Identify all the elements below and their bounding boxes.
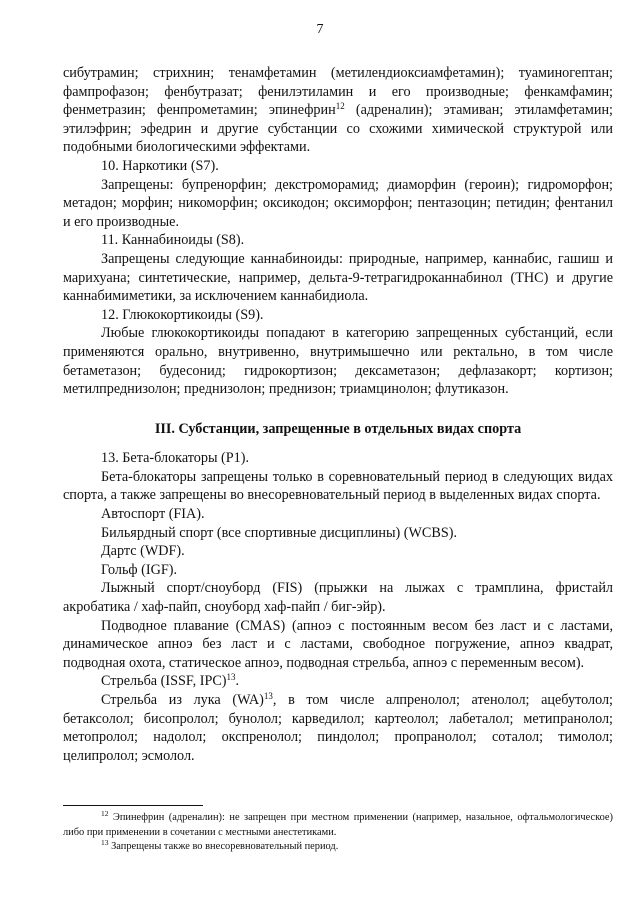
section-s9-title: 12. Глюкокортикоиды (S9). [101,306,264,323]
sport-item: Гольф (IGF). [101,561,178,578]
section-s7-text: Запрещены: бупренорфин; декстроморамид; диаморфин (героин); гидроморфон; метадон; морфин; никоморфин; оксикодон; оксиморфон; пентазоцин; петидин; фентанил и его производные. [63,176,613,230]
section-p1-title: 13. Бета-блокаторы (P1). [101,450,250,467]
footnote-text: Эпинефрин (адреналин): не запрещен при местном применении (например, назальное, офтальмологическое) либо при применении в сочетании с местными анестетиками. [63,812,613,838]
sport-text: Стрельба (ISSF, IPC) [101,673,227,690]
footnote-12 [63,811,613,840]
section-s8-text: Запрещены следующие каннабиноиды: природные, например, каннабис, гашиш и марихуана; синтетические, например, дельта-9-тетрагидроканнабинол (THC) и другие каннабимиметики, за исключением каннабидиола. [63,250,613,305]
footnote-ref-13[interactable]: 13 [226,672,236,683]
sport-text: . [235,673,240,690]
footnote-mark: 13 [101,838,109,847]
sport-item: Дартс (WDF). [101,543,185,560]
sport-item [63,691,613,765]
footnote-text: Запрещены также во внесоревновательный период. [108,841,339,852]
section-s7-title: 10. Наркотики (S7). [101,157,219,174]
sport-item: Лыжный спорт/сноуборд (FIS) (прыжки на лыжах с трамплина, фристайл акробатика / хаф-пайп, сноуборд хаф-пайп / биг-эйр). [63,580,613,616]
paragraph-text: сибутрамин; стрихнин; тенамфетамин (метилендиоксиамфетамин); туаминогептан; фампрофазон; фенбутразат; фенилэтиламин и его производные; фенкамфамин; фенметразин; фенпрометамин; эпинефрин [63,65,613,119]
section-p1-text: Бета-блокаторы запрещены только в соревновательный период в следующих видах спорта, а также запрещены во внесоревновательный период в выделенных видах спорта. [63,468,613,504]
section-heading: III. Субстанции, запрещенные в отдельных видах спорта [154,420,522,437]
document-body [63,64,613,765]
paragraph-stimulants-continued [63,64,613,157]
footnote-mark: 12 [101,809,109,818]
sport-text: , в том числе алпренолол; атенолол; ацебутолол; бетаксолол; бисопролол; бунолол; карведилол; картеолол; лабеталол; метипранолол; метопролол; надолол; окспренолол; пиндолол; пропранолол; соталол; тимолол; целипролол; эсмолол. [63,692,613,764]
sport-item: Бильярдный спорт (все спортивные дисциплины) (WCBS). [101,524,458,541]
sport-item: Подводное плавание (CMAS) (апноэ с постоянным весом без ласт и с ластами, динамическое апноэ без ласт и с ластами, свободное погружение, апноэ квадрат, подводная охота, статическое апноэ, подводная стрельба, апноэ с переменным весом). [63,617,613,671]
footnotes [63,811,613,855]
sport-item [63,672,613,691]
paragraph-text: (адреналин); этамиван; этиламфетамин; этилэфрин; эфедрин и другие субстанции со схожими химической структурой или подобными биологическими эффектами. [63,102,613,156]
footnote-ref-12[interactable]: 12 [335,101,345,112]
section-s8-title: 11. Каннабиноиды (S8). [101,232,245,249]
section-s9-text: Любые глюкокортикоиды попадают в категорию запрещенных субстанций, если применяются орально, внутривенно, внутримышечно или ректально, в том числе бетаметазон; будесонид; гидрокортизон; дексаметазон; дефлазакорт; кортизон; метилпреднизолон; преднизолон; преднизон; триамцинолон; флутиказон. [63,325,613,398]
footnote-13 [63,840,613,855]
sport-text: Стрельба из лука (WA) [101,692,264,708]
sport-item: Автоспорт (FIA). [101,506,205,523]
page-number: 7 [316,22,324,37]
footnote-ref-13[interactable]: 13 [263,691,273,701]
footnote-divider [63,805,203,806]
